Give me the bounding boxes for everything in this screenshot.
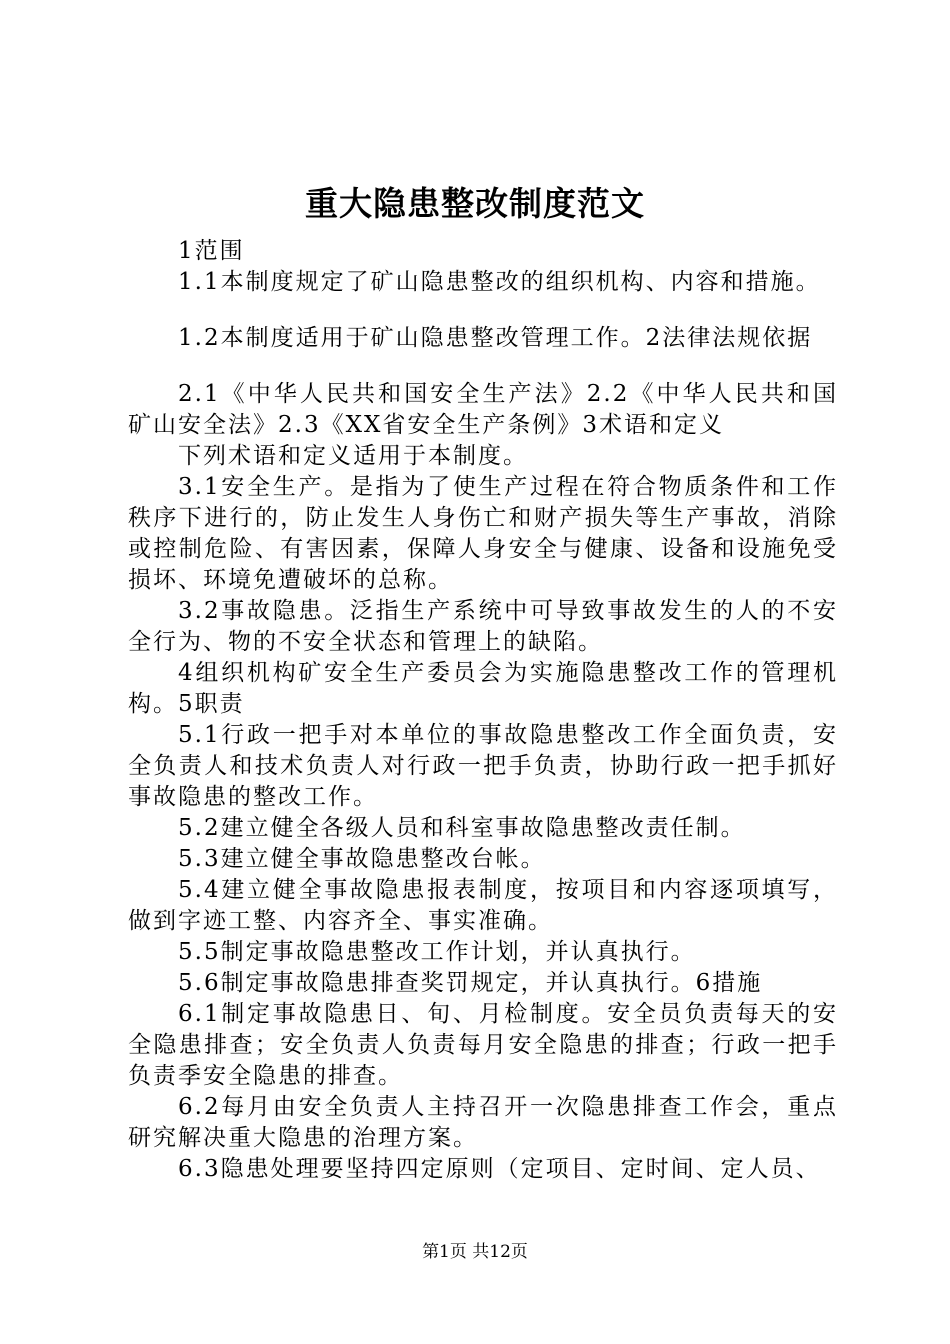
paragraph-terms-intro: 下列术语和定义适用于本制度。 — [178, 443, 528, 469]
paragraph-2-1: 2.1《中华人民共和国安全生产法》2.2《中华人民共和国矿山安全法》2.3《XX省安全生产条例》3术语和定义 — [128, 381, 838, 438]
paragraph-5-2: 5.2建立健全各级人员和科室事故隐患整改责任制。 — [178, 815, 746, 841]
paragraph-3-2: 3.2事故隐患。泛指生产系统中可导致事故发生的人的不安全行为、物的不安全状态和管理上的缺陷。 — [128, 598, 838, 655]
paragraph-5-1: 5.1行政一把手对本单位的事故隐患整改工作全面负责，安全负责人和技术负责人对行政一把手负责，协助行政一把手抓好事故隐患的整改工作。 — [128, 722, 838, 810]
paragraph-1-2: 1.2本制度适用于矿山隐患整改管理工作。2法律法规依据 — [178, 325, 813, 351]
paragraph-6-1: 6.1制定事故隐患日、旬、月检制度。安全员负责每天的安全隐患排查；安全负责人负责每月安全隐患的排查；行政一把手负责季安全隐患的排查。 — [128, 1001, 838, 1089]
paragraph-5-3: 5.3建立健全事故隐患整改台帐。 — [178, 846, 546, 872]
paragraph-5-4: 5.4建立健全事故隐患报表制度，按项目和内容逐项填写，做到字迹工整、内容齐全、事实准确。 — [128, 877, 838, 934]
paragraph-6-3: 6.3隐患处理要坚持四定原则（定项目、定时间、定人员、 — [178, 1156, 821, 1182]
paragraph-3-1: 3.1安全生产。是指为了使生产过程在符合物质条件和工作秩序下进行的，防止发生人身伤亡和财产损失等生产事故，消除或控制危险、有害因素，保障人身安全与健康、设备和设施免受损坏、环境免遭破坏的总称。 — [128, 474, 838, 593]
paragraph-5-5: 5.5制定事故隐患整改工作计划，并认真执行。 — [178, 939, 696, 965]
document-title: 重大隐患整改制度范文 — [305, 184, 645, 223]
paragraph-6-2: 6.2每月由安全负责人主持召开一次隐患排查工作会，重点研究解决重大隐患的治理方案。 — [128, 1094, 838, 1151]
paragraph-1-1: 1.1本制度规定了矿山隐患整改的组织机构、内容和措施。 — [178, 269, 821, 295]
page-number-footer: 第1页 共12页 — [422, 1242, 528, 1262]
paragraph-5-6: 5.6制定事故隐患排查奖罚规定，并认真执行。6措施 — [178, 970, 763, 996]
document-body — [128, 236, 838, 1185]
paragraph-scope: 1范围 — [178, 238, 245, 264]
paragraph-4: 4组织机构矿安全生产委员会为实施隐患整改工作的管理机构。5职责 — [128, 660, 838, 717]
